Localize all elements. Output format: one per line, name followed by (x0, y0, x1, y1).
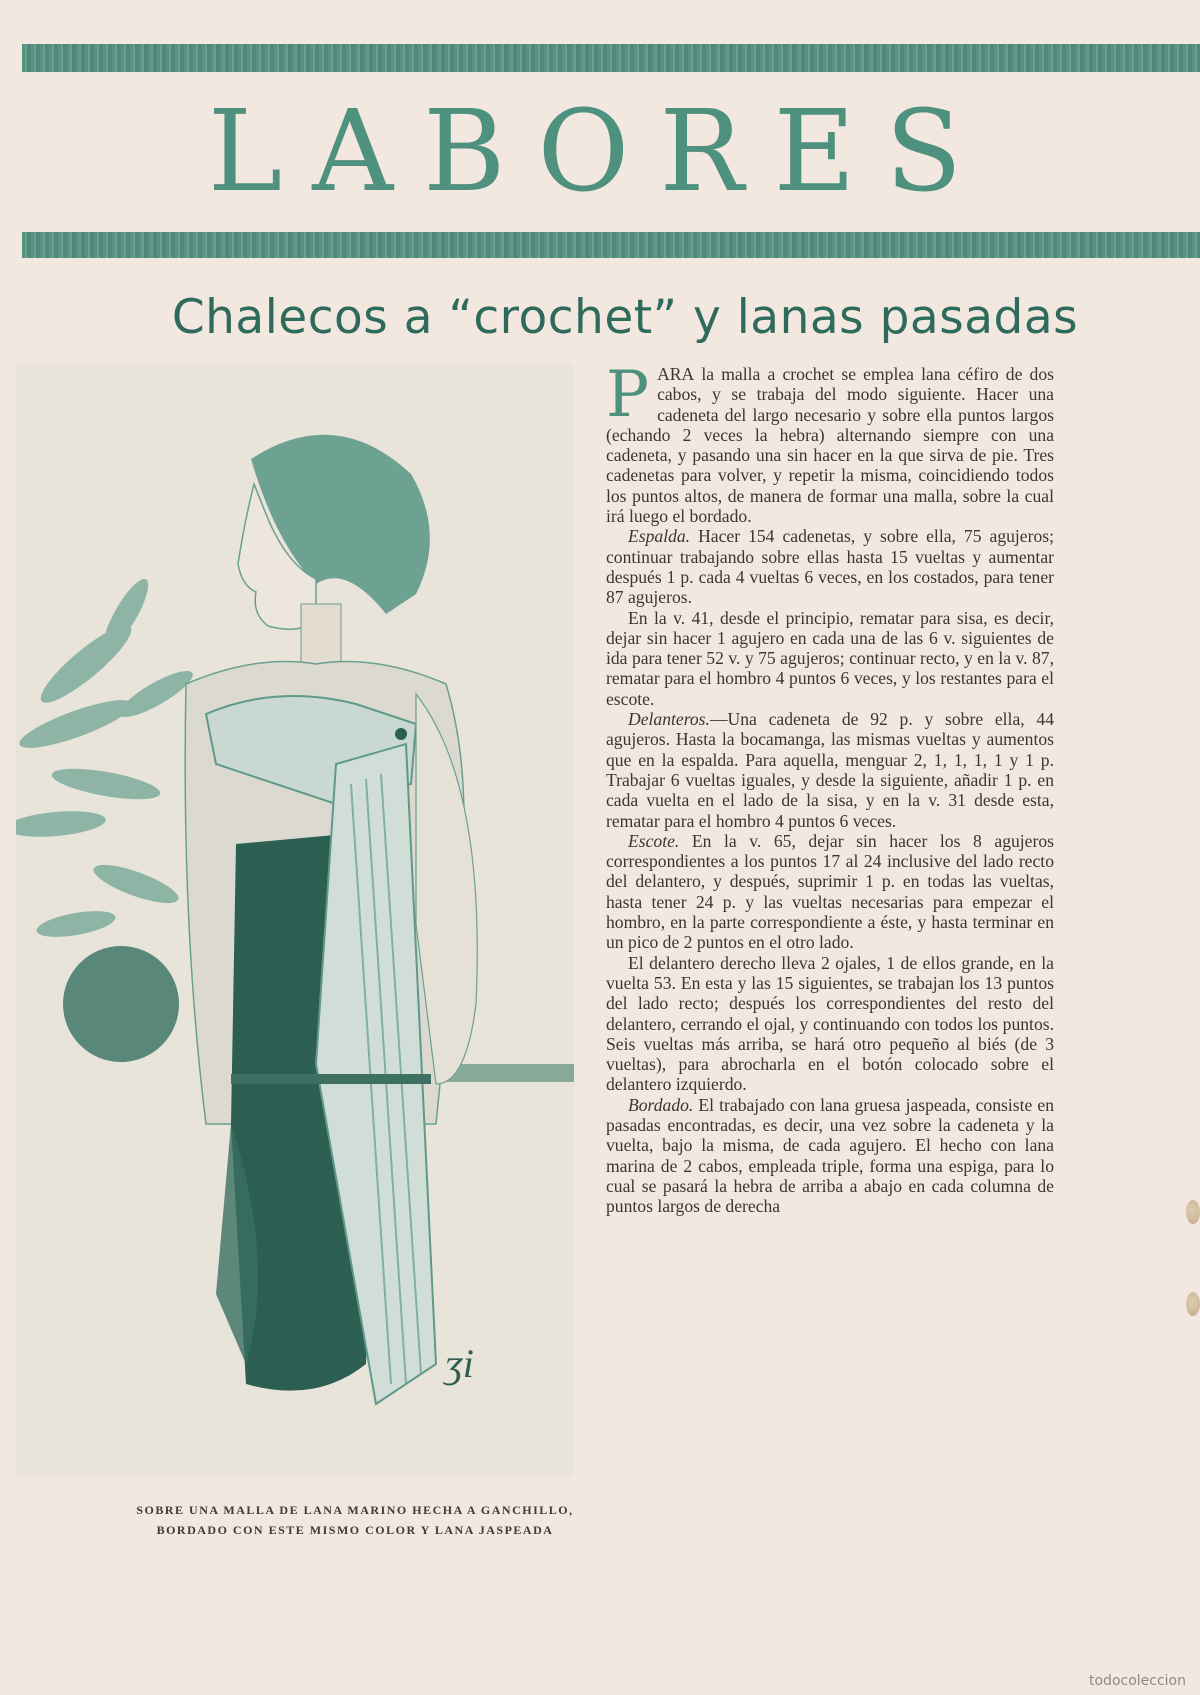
paragraph-term: Delanteros. (628, 709, 710, 730)
drop-cap: P (606, 358, 650, 432)
paragraph-term: Espalda. (628, 526, 691, 547)
paragraph-sisa (606, 608, 1054, 709)
paragraph-text: Hacer 154 cadenetas, y sobre ella, 75 agujeros; continuar trabajando sobre ellas hasta 15 vueltas y aumentar después 1 p. cada 4 vueltas 6 veces, en los costados, para tener 87 agujeros. (606, 526, 1054, 608)
intro-text: la malla a crochet se emplea lana céfiro de dos cabos, y se trabaja del modo siguiente. Hacer una cadeneta del largo necesario y sobre ella puntos largos (echando 2 veces la hebra) alternando siempre con una cadeneta, y pasando una sin hacer en la que sirva de pie. Tres cadenetas para volver, y repetir la misma, coincidiendo todos los puntos altos, de manera de formar una malla, sobre la cual irá luego el bordado. (606, 364, 1054, 527)
fashion-illustration (16, 364, 574, 1476)
paragraph-term: Escote. (628, 830, 680, 851)
paragraph-term: Bordado. (628, 1094, 694, 1115)
binding-hole (1186, 1292, 1200, 1316)
section-masthead: LABORES (207, 87, 993, 217)
paragraph-text: —Una cadeneta de 92 p. y sobre ella, 44 agujeros. Hasta la bocamanga, las mismas vueltas y aumentos que en la espalda. Para aquella, menguar 2, 1, 1, 1, 1 y 1 p. Trabajar 6 vueltas iguales, y desde la siguiente, añadir 1 p. en cada vuelta en el lado de la sisa, y en la v. 31 desde esta, rematar para el hombro 4 puntos 6 veces. (606, 709, 1054, 831)
top-decorative-band (22, 44, 1200, 72)
paragraph-text: El delantero derecho lleva 2 ojales, 1 de ellos grande, en la vuelta 53. En esta y las 15 siguientes, se trabajan los 13 puntos del lado recto; después los correspondientes del resto del delantero, cerrando el ojal, y continuando con todos los puntos. Seis vueltas más arriba, se hará otro pequeño al biés (de 3 vueltas), para abrocharla en el botón colocado sobre el delantero izquierdo. (606, 952, 1054, 1095)
watermark-text: todocoleccion (1089, 1673, 1186, 1689)
article-headline: Chalecos a “crochet” y lanas pasadas (171, 290, 1079, 345)
intro-smallcaps: ARA (657, 364, 695, 384)
paragraph-bordado (606, 1095, 1054, 1217)
paragraph-escote (606, 831, 1054, 953)
article-body (606, 358, 1054, 1217)
leaves-decoration (16, 574, 198, 942)
woman-in-vest-drawing (16, 364, 574, 1476)
paragraph-text: El trabajado con lana gruesa jaspeada, consiste en pasadas encontradas, es decir, una vez sobre la cadeneta y la vuelta, bajo la misma, de cada agujero. El hecho con lana marina de 2 cabos, empleada triple, forma una espiga, para lo cual se pasará la hebra de arriba a abajo en cada columna de puntos largos de derecha (606, 1094, 1054, 1217)
illustration-caption: SOBRE UNA MALLA DE LANA MARINO HECHA A GANCHILLO, BORDADO CON ESTE MISMO COLOR Y LANA JASPEADA (136, 1503, 574, 1537)
paragraph-espalda (606, 526, 1054, 607)
binding-hole (1186, 1200, 1200, 1224)
artist-signature: ʒi (445, 1341, 474, 1386)
paragraph-ojales (606, 953, 1054, 1095)
paragraph-text: En la v. 65, dejar sin hacer los 8 agujeros correspondientes a los puntos 17 al 24 inclusive del lado recto del delantero, y después, suprimir 1 p. en todas las vueltas, hasta tener 24 p. y las vueltas necesarias para empezar el hombro, en la parte correspondiente a éste, y hasta terminar en un pico de 2 puntos en el otro lado. (606, 830, 1054, 953)
middle-decorative-band (22, 232, 1200, 258)
paragraph-text: En la v. 41, desde el principio, rematar para sisa, es decir, dejar sin hacer 1 agujero en cada una de las 6 v. siguientes de ida para tener 52 v. y 75 agujeros; continuar recto, y en la v. 87, rematar para el hombro 4 puntos 6 veces, y los restantes para el escote. (606, 607, 1054, 709)
paragraph-delanteros (606, 709, 1054, 831)
article-intro (606, 358, 1054, 527)
